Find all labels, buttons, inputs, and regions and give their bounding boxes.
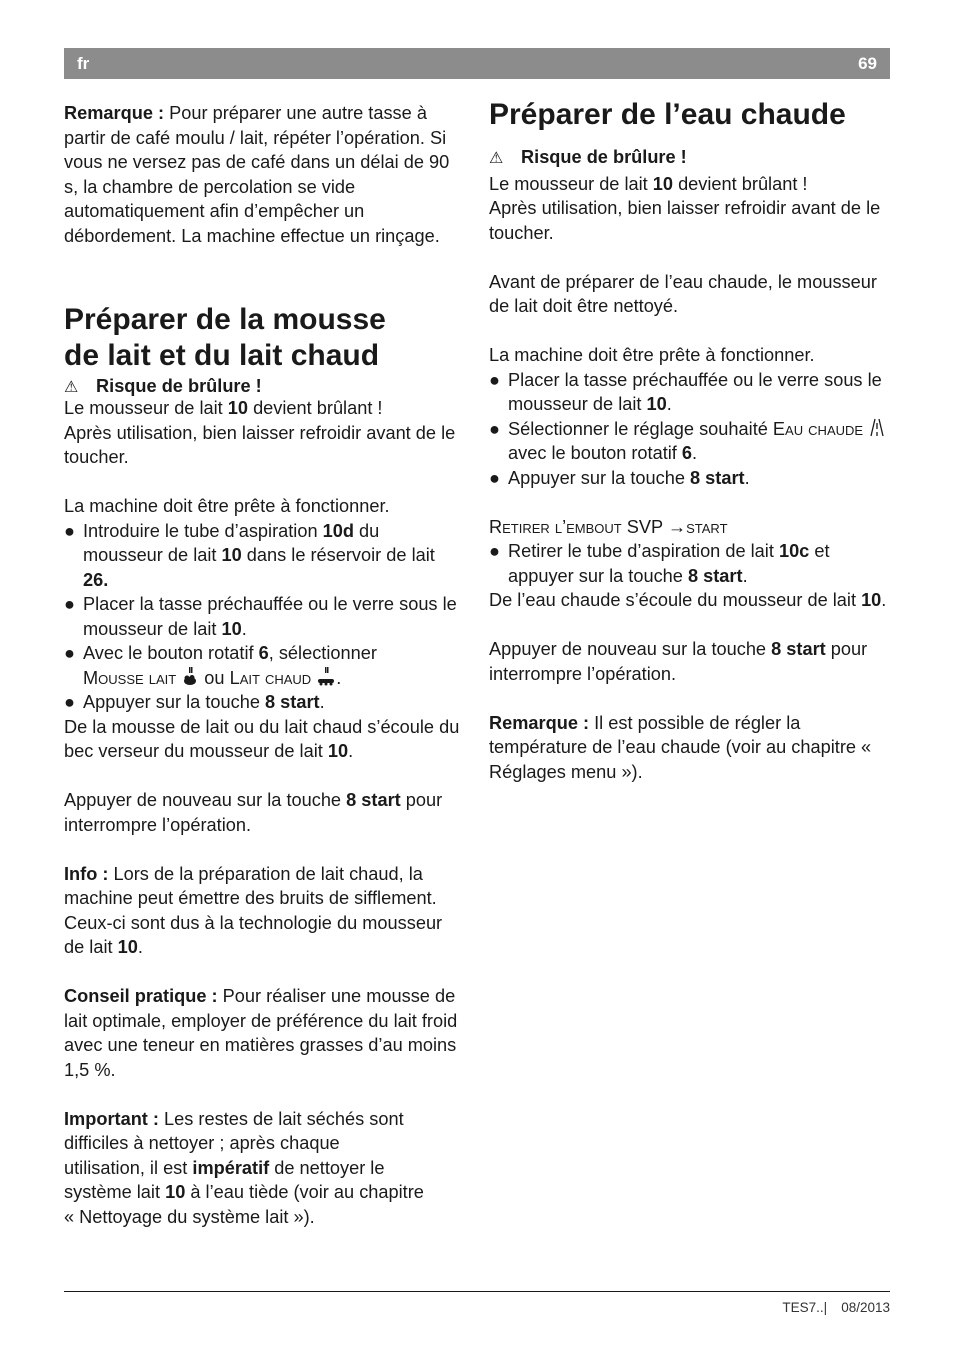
part-ref: 10: [327, 741, 349, 761]
tip-paragraph: [64, 984, 464, 1082]
text: pour interrompre l’opération.: [489, 639, 868, 684]
warning-icon: ⚠: [64, 379, 79, 396]
part-ref: 8 start: [689, 467, 745, 488]
warning-title: Risque de brûlure !: [521, 147, 687, 167]
text: .: [742, 565, 748, 586]
text: devient brûlant !: [673, 173, 808, 194]
page-header-bar: [64, 48, 890, 79]
info-label: Info :: [64, 863, 109, 884]
ready-text: La machine doit être prête à fonctionner.: [64, 496, 390, 516]
text: .: [319, 692, 325, 712]
language-label: fr: [77, 54, 90, 73]
part-ref: 8 start: [771, 639, 826, 659]
text: Les restes de lait séchés sont difficiles à nettoyer ; après chaque utilisation, il est: [64, 1108, 404, 1178]
remark-label: Remarque :: [64, 103, 165, 123]
bullet-icon: ●: [64, 643, 75, 663]
part-ref: 10: [227, 398, 249, 418]
bullet-icon: ●: [489, 418, 500, 439]
emphasis: impératif: [192, 1157, 270, 1178]
model-number: TES7..: [782, 1300, 824, 1315]
flow-text: [489, 588, 889, 613]
list-item: [64, 641, 464, 690]
remark-paragraph: [489, 711, 889, 785]
text: .: [336, 667, 342, 688]
text: Retirer le tube d’aspiration de lait: [508, 541, 779, 561]
remark-paragraph: [64, 101, 464, 248]
text: .: [137, 937, 143, 957]
list-item: [489, 417, 889, 466]
text: Appuyer de nouveau sur la touche: [64, 790, 347, 810]
text: Le mousseur de lait: [64, 398, 228, 418]
text: .: [241, 618, 247, 639]
text: avec le bouton rotatif: [508, 443, 682, 463]
text: Appuyer de nouveau sur la touche: [489, 639, 772, 659]
ready-text: La machine doit être prête à fonctionner.: [489, 345, 815, 365]
text: De la mousse de lait ou du lait chaud s’écoule du bec verseur du mousseur de lait: [64, 716, 460, 761]
part-ref: 10c: [778, 541, 810, 561]
text: et appuyer sur la touche: [508, 541, 830, 586]
hot-water-icon: [868, 418, 886, 438]
list-item: [64, 519, 464, 593]
flow-text: [64, 715, 464, 764]
page-number: 69: [858, 54, 877, 73]
text: à l’eau tiède (voir au chapitre « Nettoyage du système lait »).: [64, 1182, 424, 1227]
part-ref: 6: [681, 443, 693, 463]
display-message: [489, 515, 889, 540]
text: , sélectionner: [268, 643, 377, 663]
text: Le mousseur de lait: [489, 173, 653, 194]
warning-heading: [489, 145, 889, 172]
display-text-milk-foam: Mousse lait: [83, 667, 177, 688]
text: .: [692, 443, 698, 463]
part-ref: 8 start: [264, 692, 320, 712]
part-ref: 6: [258, 643, 269, 663]
text: .: [666, 394, 672, 414]
text: .: [744, 467, 750, 488]
important-paragraph: [64, 1107, 424, 1230]
bullet-icon: ●: [489, 467, 500, 488]
warning-text-2: Après utilisation, bien laisser refroidir avant de le toucher.: [489, 198, 881, 243]
hot-water-steps-list: [489, 368, 889, 491]
title-line-2: de lait et du lait chaud: [64, 339, 380, 372]
stop-text: [64, 788, 464, 837]
print-date: 08/2013: [841, 1300, 890, 1315]
text: De l’eau chaude s’écoule du mousseur de lait: [489, 590, 862, 610]
bullet-icon: ●: [489, 369, 500, 390]
section-title-milk: [64, 302, 464, 374]
part-ref: 8 start: [346, 790, 401, 810]
hot-water-steps-list-2: [489, 539, 889, 588]
section-title-hot-water: Préparer de l’eau chaude: [489, 98, 846, 131]
tip-label: Conseil pratique :: [64, 986, 218, 1006]
text: Placer la tasse préchauffée ou le verre sous le mousseur de lait: [83, 594, 457, 639]
list-item: [489, 539, 889, 588]
display-text-hot-milk: Lait chaud: [229, 667, 312, 688]
page-footer: [782, 1296, 890, 1321]
display-text: Retirer l’embout SVP: [489, 516, 668, 537]
stop-text: [489, 637, 889, 686]
text: Pour réaliser une mousse de lait optimale, employer de préférence du lait froid avec une teneur en matières grasses d’au moins 1,5 %.: [64, 986, 458, 1080]
text: ou: [199, 667, 230, 688]
part-ref: 10: [165, 1182, 186, 1202]
separator: |: [823, 1300, 828, 1315]
part-ref: 10: [861, 590, 882, 610]
text: Lors de la préparation de lait chaud, la machine peut émettre des bruits de sifflement. Ceux-ci sont dus à la technologie du mousseur de lait: [64, 863, 443, 957]
footer-divider: [64, 1291, 890, 1292]
bullet-icon: ●: [64, 692, 75, 712]
part-ref: 26.: [83, 569, 109, 590]
display-text: start: [686, 516, 728, 537]
warning-text-1: [489, 172, 889, 197]
milk-foam-icon: [181, 667, 199, 687]
list-item: [489, 368, 889, 417]
arrow-right-icon: →: [667, 516, 687, 537]
bullet-icon: ●: [64, 520, 75, 541]
list-item: [489, 466, 889, 491]
remark-text: Pour préparer une autre tasse à partir de café moulu / lait, répéter l’opération. Si vous ne versez pas de café dans un délai de 90 s, la chambre de percolation se vide automatiquement afin d’empêcher un débordement. La machine effectue un rinçage.: [64, 103, 450, 246]
important-label: Important :: [64, 1108, 159, 1129]
display-text-hot-water: Eau chaude: [772, 418, 864, 439]
text: du mousseur de lait: [83, 520, 380, 565]
text: pour interrompre l’opération.: [64, 790, 443, 835]
hot-milk-icon: [316, 667, 336, 687]
part-ref: 10: [652, 173, 674, 194]
clean-text: Avant de préparer de l’eau chaude, le mousseur de lait doit être nettoyé.: [489, 271, 877, 316]
text: Appuyer sur la touche: [83, 692, 265, 712]
remark-label: Remarque :: [489, 712, 590, 733]
part-ref: 10: [646, 394, 667, 414]
text: .: [881, 590, 887, 610]
text: Placer la tasse préchauffée ou le verre sous le mousseur de lait: [508, 369, 882, 414]
text: devient brûlant !: [248, 398, 383, 418]
right-column: [489, 98, 889, 784]
part-ref: 10: [117, 937, 138, 957]
part-ref: 10: [221, 618, 242, 639]
milk-steps-list: [64, 519, 464, 715]
part-ref: 10: [221, 545, 242, 565]
bullet-icon: ●: [64, 594, 75, 614]
text: de nettoyer le système lait: [64, 1157, 385, 1202]
list-item: [64, 690, 464, 715]
warning-text-1: [64, 396, 464, 421]
part-ref: 8 start: [687, 565, 743, 586]
bullet-icon: ●: [489, 541, 500, 561]
part-ref: 10d: [322, 520, 354, 541]
text: dans le réservoir de lait: [241, 545, 435, 565]
warning-icon: ⚠: [489, 150, 504, 167]
left-column: [64, 101, 464, 1229]
warning-heading: [64, 374, 464, 396]
text: .: [348, 741, 354, 761]
warning-title: Risque de brûlure !: [96, 376, 262, 396]
info-paragraph: [64, 862, 464, 960]
text: Avec le bouton rotatif: [83, 643, 259, 663]
warning-text-2: Après utilisation, bien laisser refroidir avant de le toucher.: [64, 422, 456, 467]
text: Il est possible de régler la température de l’eau chaude (voir au chapitre « Réglages menu »).: [489, 712, 872, 782]
title-line-1: Préparer de la mousse: [64, 303, 386, 336]
text: Sélectionner le réglage souhaité: [508, 418, 773, 439]
text: Appuyer sur la touche: [508, 467, 690, 488]
text: Introduire le tube d’aspiration: [83, 520, 323, 541]
list-item: [64, 592, 464, 641]
